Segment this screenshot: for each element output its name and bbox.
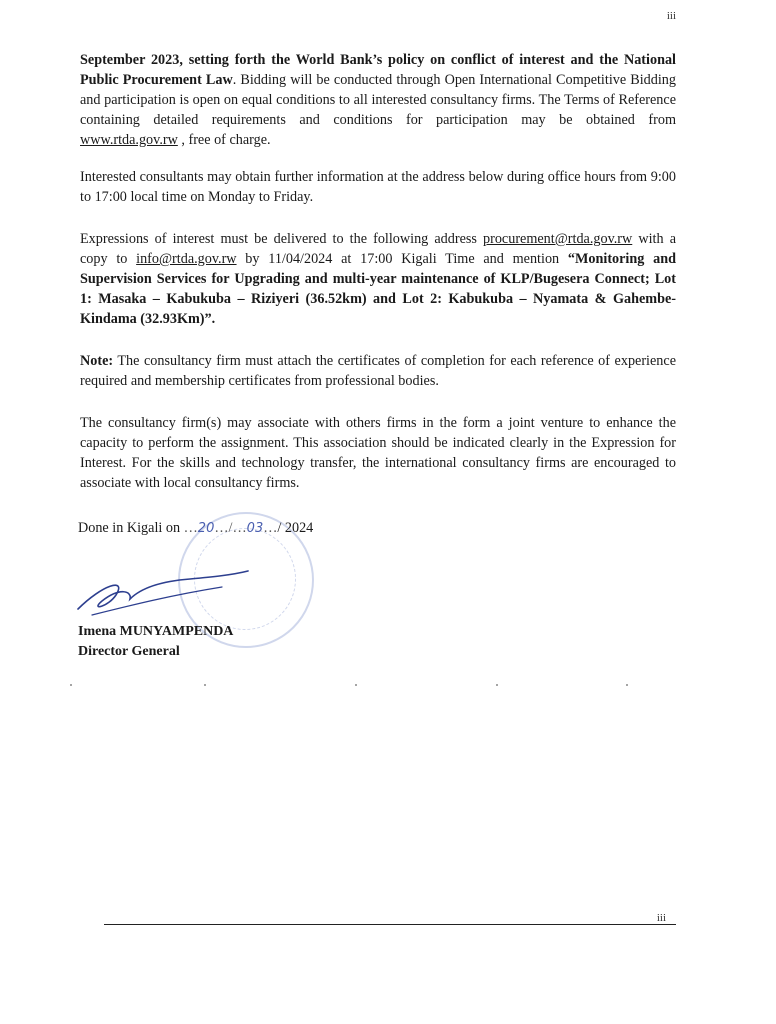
policy-text: . Bidding will be conducted through Open International Competitive Bidding and participation is open on equal conditions to all interested consultancy firms. The Terms of Reference containing detailed requirements and conditions for participation may be obtained from: [80, 72, 676, 128]
scan-artifact-dots: [70, 684, 630, 688]
date-year: / 2024: [277, 520, 314, 536]
signatory-name: Imena MUNYAMPENDA: [78, 624, 234, 639]
paragraph-delivery-address: [80, 229, 676, 329]
delivery-text-copy: with a copy to: [80, 231, 676, 267]
paragraph-procurement-policy: [80, 50, 676, 150]
rtda-website-link[interactable]: www.rtda.gov.rw: [80, 132, 178, 148]
page-number-bottom: iii: [656, 912, 666, 924]
done-in-kigali-line: Done in Kigali on …20…/…03…/ 2024: [78, 520, 314, 536]
handwritten-month: 03: [246, 521, 264, 536]
paragraph-office-hours: Interested consultants may obtain further information at the address below during office hours from 9:00 to 17:00 local time on Monday to Friday.: [80, 169, 676, 205]
signatory-block: [78, 622, 233, 662]
footer-rule: [104, 924, 676, 925]
delivery-text: Expressions of interest must be delivered to the following address: [80, 231, 484, 247]
handwritten-signature: [72, 565, 252, 625]
info-email-link[interactable]: info@rtda.gov.rw: [136, 251, 237, 267]
policy-text-end: , free of charge.: [177, 132, 271, 148]
delivery-deadline-text: by 11/04/2024 at 17:00 Kigali Time and mention: [236, 251, 568, 267]
paragraph-note: [80, 351, 676, 391]
note-text: The consultancy firm must attach the certificates of completion for each reference of experience required and membership certificates from professional bodies.: [80, 353, 676, 389]
page-number-top: iii: [666, 10, 676, 22]
document-body: [80, 50, 676, 510]
project-title-quote: “Monitoring and Supervision Services for Upgrading and multi-year maintenance of KLP/Bugesera Connect; Lot 1: Masaka – Kabukuba – Riziyeri (36.52km) and Lot 2: Kabukuba – Nyamata & Gahembe-Kindama (32.93Km)”.: [80, 251, 676, 327]
procurement-email-link[interactable]: procurement@rtda.gov.rw: [483, 231, 633, 247]
policy-bold-lead: September 2023, setting forth the World Bank’s policy on conflict of interest and the National Public Procurement Law: [80, 52, 676, 88]
done-prefix: Done in Kigali on: [78, 520, 181, 536]
paragraph-joint-venture: The consultancy firm(s) may associate with others firms in the form a joint venture to enhance the capacity to perform the assignment. This association should be indicated clearly in the Expression for Interest. For the skills and technology transfer, the international consultancy firms are encouraged to associate with local consultancy firms.: [80, 415, 676, 491]
note-label: Note:: [80, 353, 114, 369]
handwritten-day: 20: [197, 521, 215, 536]
signatory-title: Director General: [78, 644, 180, 659]
